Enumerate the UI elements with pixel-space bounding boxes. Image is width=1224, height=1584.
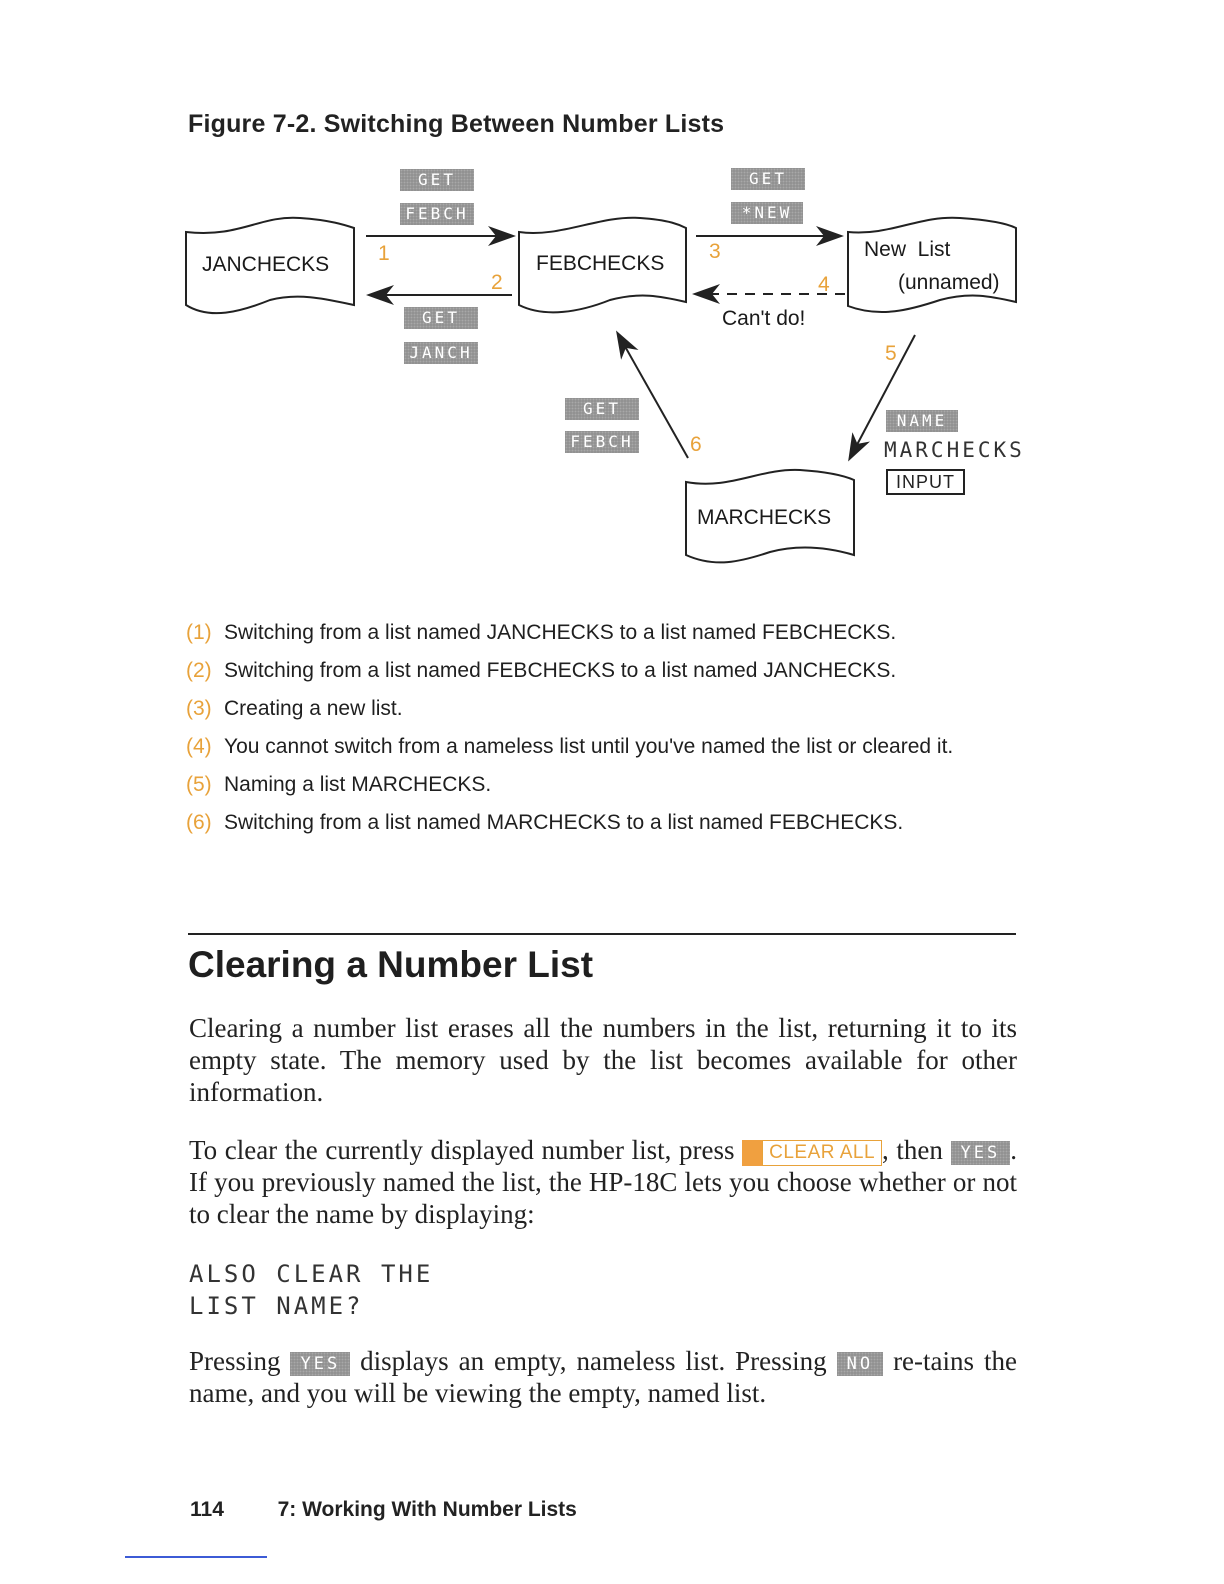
step-number-6: 6 (690, 433, 702, 456)
page-footer (190, 1498, 577, 1522)
note-item (186, 810, 1046, 836)
shift-key-icon (742, 1140, 762, 1166)
note-text: Switching from a list named FEBCHECKS to a list named JANCHECKS. (224, 659, 897, 682)
get-softkey-6: GET (565, 398, 639, 420)
calculator-display (189, 1258, 433, 1322)
note-text: You cannot switch from a nameless list until you've named the list or cleared it. (224, 735, 954, 758)
note-number: (1) (186, 621, 212, 644)
note-text: Switching from a list named JANCHECKS to a list named FEBCHECKS. (224, 621, 897, 644)
janch-softkey: JANCH (404, 342, 478, 364)
display-line-2: LIST NAME? (189, 1292, 364, 1320)
unnamed-label: (unnamed) (898, 271, 1000, 294)
note-item (186, 696, 1046, 722)
note-number: (3) (186, 697, 212, 720)
note-number: (6) (186, 811, 212, 834)
footer-decoration-line (125, 1556, 267, 1558)
figure-notes (186, 620, 1046, 848)
paragraph-3 (189, 1345, 1017, 1409)
note-item (186, 658, 1046, 684)
get-softkey-1: GET (400, 169, 474, 191)
name-softkey: NAME (886, 410, 958, 432)
step-number-3: 3 (709, 240, 721, 263)
note-number: (5) (186, 773, 212, 796)
note-text: Switching from a list named MARCHECKS to a list named FEBCHECKS. (224, 811, 904, 834)
note-number: (4) (186, 735, 212, 758)
display-line-1: ALSO CLEAR THE (189, 1260, 434, 1288)
note-item (186, 772, 1046, 798)
diagram (0, 0, 1224, 600)
paragraph-2-text-c: . If you previously named the list, the HP-18C lets you choose whether or not to clear the name by displaying: (189, 1135, 1017, 1229)
note-item (186, 734, 1046, 760)
step-number-5: 5 (885, 342, 897, 365)
get-softkey-2: GET (404, 307, 478, 329)
step-number-1: 1 (378, 242, 390, 265)
chapter-title: 7: Working With Number Lists (277, 1498, 577, 1521)
yes-softkey: YES (951, 1141, 1011, 1165)
janchecks-label: JANCHECKS (202, 253, 330, 276)
new-list-label: New List (864, 238, 951, 261)
new-softkey: *NEW (731, 202, 803, 224)
section-title: Clearing a Number List (188, 944, 594, 985)
febch-softkey-6: FEBCH (565, 431, 639, 453)
paragraph-2-text-b: , then (882, 1135, 943, 1165)
clear-all-key: CLEAR ALL (762, 1140, 882, 1166)
new-list-doc-shape (848, 218, 1016, 312)
marchecks-display: MARCHECKS (884, 438, 1025, 462)
get-softkey-3: GET (731, 168, 805, 190)
no-softkey: NO (837, 1352, 883, 1376)
note-number: (2) (186, 659, 212, 682)
paragraph-3-text-a: Pressing (189, 1346, 291, 1376)
page-number: 114 (190, 1498, 224, 1521)
input-key: INPUT (886, 469, 965, 495)
febch-softkey-1: FEBCH (400, 203, 474, 225)
note-text: Naming a list MARCHECKS. (224, 773, 492, 796)
section-rule (188, 933, 1016, 935)
febchecks-label: FEBCHECKS (536, 252, 665, 275)
yes-softkey-2: YES (290, 1352, 350, 1376)
note-item (186, 620, 1046, 646)
paragraph-3-text-c: re-tains the name, and you will be viewing the empty, named list. (189, 1346, 1017, 1408)
note-text: Creating a new list. (224, 697, 403, 720)
diagram-lines (0, 0, 1224, 600)
paragraph-1: Clearing a number list erases all the numbers in the list, returning it to its empty state. The memory used by the list becomes available for other information. (189, 1013, 1017, 1107)
marchecks-label: MARCHECKS (697, 506, 832, 529)
paragraph-3-text-b: displays an empty, nameless list. Pressing (350, 1346, 837, 1376)
cant-do-label: Can't do! (722, 307, 806, 330)
paragraph-2-text-a: To clear the currently displayed number list, press (189, 1135, 743, 1165)
paragraph-2 (189, 1134, 1017, 1230)
step-number-4: 4 (818, 273, 830, 296)
figure-title: Figure 7-2. Switching Between Number Lists (188, 110, 725, 138)
step-number-2: 2 (491, 271, 503, 294)
